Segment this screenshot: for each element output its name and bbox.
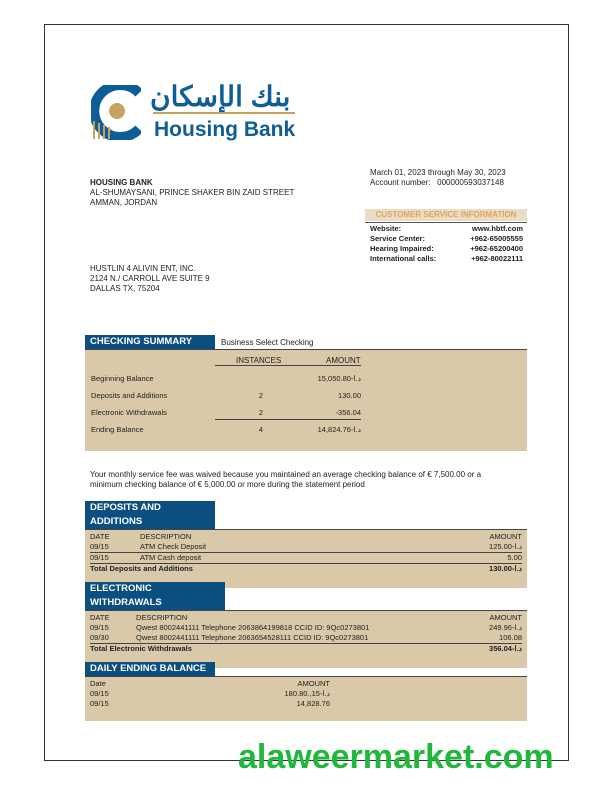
table-row: 09/15 ATM Check Deposit د.ا-125.00 — [90, 542, 522, 551]
bank-name: HOUSING BANK — [90, 178, 153, 187]
logo-arabic: بنك الإسكان — [150, 81, 291, 112]
withdrawals-table — [85, 611, 527, 668]
daily-balance-table — [85, 677, 527, 721]
table-row: 09/15 Qwest 8002441111 Telephone 2063864199818 CCID ID: 9Qc0273801 د.ا-249.96 — [90, 623, 522, 632]
customer-line1: HUSTLIN 4 ALIVIN ENT, INC. — [90, 264, 196, 273]
statement-info — [370, 168, 506, 188]
table-row: 09/30 Qwest 8002441111 Telephone 2063654528111 CCID ID: 9Qc0273801 106.08 — [90, 633, 522, 642]
summary-row-withdrawals: Electronic Withdrawals 2 -356.04 — [91, 408, 361, 417]
daily-balance-title: DAILY ENDING BALANCE — [85, 662, 215, 676]
deposits-table — [85, 530, 527, 588]
statement-period: March 01, 2023 through May 30, 2023 — [370, 168, 506, 177]
cs-row-website: Website: www.hbtf.com — [370, 224, 523, 233]
logo-divider — [153, 112, 295, 114]
bank-address-line1: AL-SHUMAYSANI, PRINCE SHAKER BIN ZAID STREET — [90, 188, 295, 197]
summary-row-deposits: Deposits and Additions 2 130.00 — [91, 391, 361, 400]
table-row: 09/15 14,828.76 — [90, 699, 330, 708]
col-instances-header: INSTANCES — [236, 356, 282, 365]
withdrawals-header-row: DATE DESCRIPTION AMOUNT — [90, 613, 522, 622]
withdrawals-title: ELECTRONIC WITHDRAWALS — [85, 582, 225, 610]
daily-header-row: Date AMOUNT — [90, 679, 330, 688]
cs-row-hearing-impaired: Hearing Impaired: +962-65200400 — [370, 244, 523, 253]
cs-row-service-center: Service Center: +962-65005555 — [370, 234, 523, 243]
housing-bank-logo-icon — [91, 85, 141, 140]
checking-product-name: Business Select Checking — [221, 337, 314, 347]
fee-waived-note: Your monthly service fee was waived because you maintained an average checking balance of € 7,500.00 or a minimum checking balance of € 5,000.00 or more during the statement period — [90, 470, 482, 489]
bank-address — [90, 178, 294, 208]
summary-row-beginning: Beginning Balance د.ا-15,050.80 — [91, 374, 361, 383]
bank-address-line2: AMMAN, JORDAN — [90, 198, 158, 207]
customer-service-box — [365, 222, 527, 267]
table-row: 09/15 د.ا-15,.180.80 — [90, 689, 330, 698]
col-amount-header: AMOUNT — [326, 356, 361, 365]
withdrawals-section — [85, 582, 527, 668]
watermark-text: alaweermarket.com — [238, 738, 554, 776]
cs-row-international: International calls: +962-80022111 — [370, 254, 523, 263]
deposits-total-row: Total Deposits and Additions د.ا-130.00 — [90, 564, 522, 573]
withdrawals-total-row: Total Electronic Withdrawals د.ا-356.04 — [90, 644, 522, 653]
deposits-section — [85, 501, 527, 588]
deposits-header-row: DATE DESCRIPTION AMOUNT — [90, 532, 522, 541]
checking-summary-table — [85, 350, 527, 451]
table-row: 09/15 ATM Cash deposit 5.00 — [90, 553, 522, 562]
statement-page — [44, 24, 569, 761]
customer-line3: DALLAS TX, 75204 — [90, 284, 160, 293]
daily-balance-section — [85, 662, 527, 721]
checking-summary-section — [85, 335, 527, 451]
logo-english: Housing Bank — [154, 118, 296, 141]
customer-line2: 2124 N./ CARROLL AVE SUITE 9 — [90, 274, 210, 283]
deposits-title: DEPOSITS AND ADDITIONS — [85, 501, 215, 529]
customer-service-title: CUSTOMER SERVICE INFORMATION — [365, 209, 527, 221]
account-number: 000000593037148 — [437, 178, 504, 187]
checking-summary-title: CHECKING SUMMARY — [85, 335, 215, 349]
account-label: Account number: — [370, 178, 431, 187]
customer-address — [90, 264, 210, 294]
summary-row-ending: Ending Balance 4 د.ا-14,824.76 — [91, 425, 361, 434]
